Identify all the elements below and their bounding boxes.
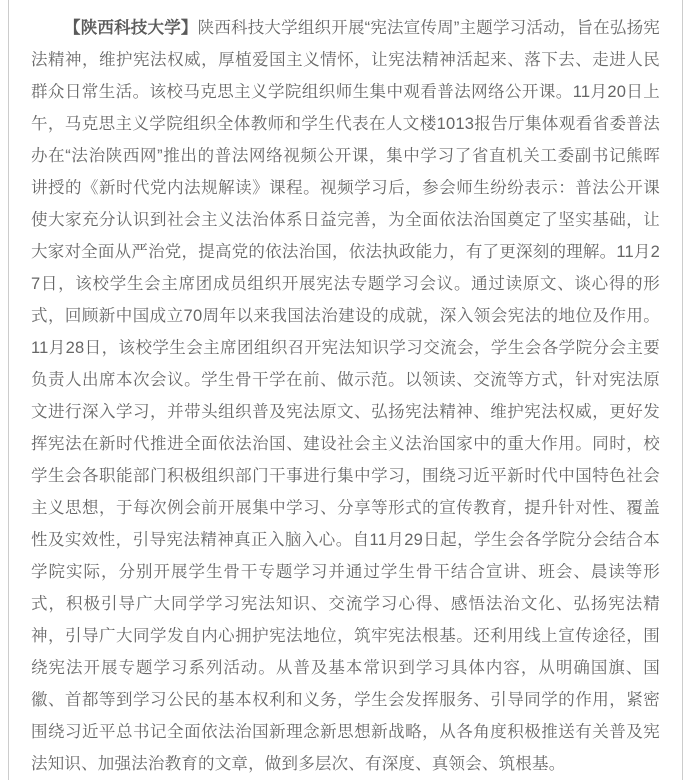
article-page bbox=[8, 0, 683, 780]
article-body-text: 陕西科技大学组织开展“宪法宣传周”主题学习活动，旨在弘扬宪法精神，维护宪法权威，厚植爱国主义情怀，让宪法精神活起来、落下去、走进人民群众日常生活。该校马克思主义学院组织师生集中观看普法网络公开课。11月20日上午，马克思主义学院组织全体教师和学生代表在人文楼1013报告厅集体观看省委普法办在“法治陕西网”推出的普法网络视频公开课，集中学习了省直机关工委副书记熊晖讲授的《新时代党内法规解读》课程。视频学习后，参会师生纷纷表示：普法公开课使大家充分认识到社会主义法治体系日益完善，为全面依法治国奠定了坚实基础，让大家对全面从严治党，提高党的依法治国，依法执政能力，有了更深刻的理解。11月27日，该校学生会主席团成员组织开展宪法专题学习会议。通过读原文、谈心得的形式，回顾新中国成立70周年以来我国法治建设的成就，深入领会宪法的地位及作用。11月28日，该校学生会主席团组织召开宪法知识学习交流会，学生会各学院分会主要负责人出席本次会议。学生骨干学在前、做示范。以领读、交流等方式，针对宪法原文进行深入学习，并带头组织普及宪法原文、弘扬宪法精神、维护宪法权威，更好发挥宪法在新时代推进全面依法治国、建设社会主义法治国家中的重大作用。同时，校学生会各职能部门积极组织部门干事进行集中学习，围绕习近平新时代中国特色社会主义思想，于每次例会前开展集中学习、分享等形式的宣传教育，提升针对性、覆盖性及实效性，引导宪法精神真正入脑入心。自11月29日起，学生会各学院分会结合本学院实际，分别开展学生骨干专题学习并通过学生骨干结合宣讲、班会、晨读等形式，积极引导广大同学学习宪法知识、交流学习心得、感悟法治文化、弘扬宪法精神，引导广大同学发自内心拥护宪法地位，筑牢宪法根基。还利用线上宣传途径，围绕宪法开展专题学习系列活动。从普及基本常识到学习具体内容，从明确国旗、国徽、首都等到学习公民的基本权利和义务，学生会发挥服务、引导同学的作用，紧密围绕习近平总书记全面依法治国新理念新思想新战略，从各角度积极推送有关普及宪法知识、加强法治教育的文章，做到多层次、有深度、真领会、筑根基。 bbox=[31, 19, 660, 773]
article-paragraph bbox=[31, 12, 660, 780]
article-heading: 【陕西科技大学】 bbox=[64, 19, 198, 37]
